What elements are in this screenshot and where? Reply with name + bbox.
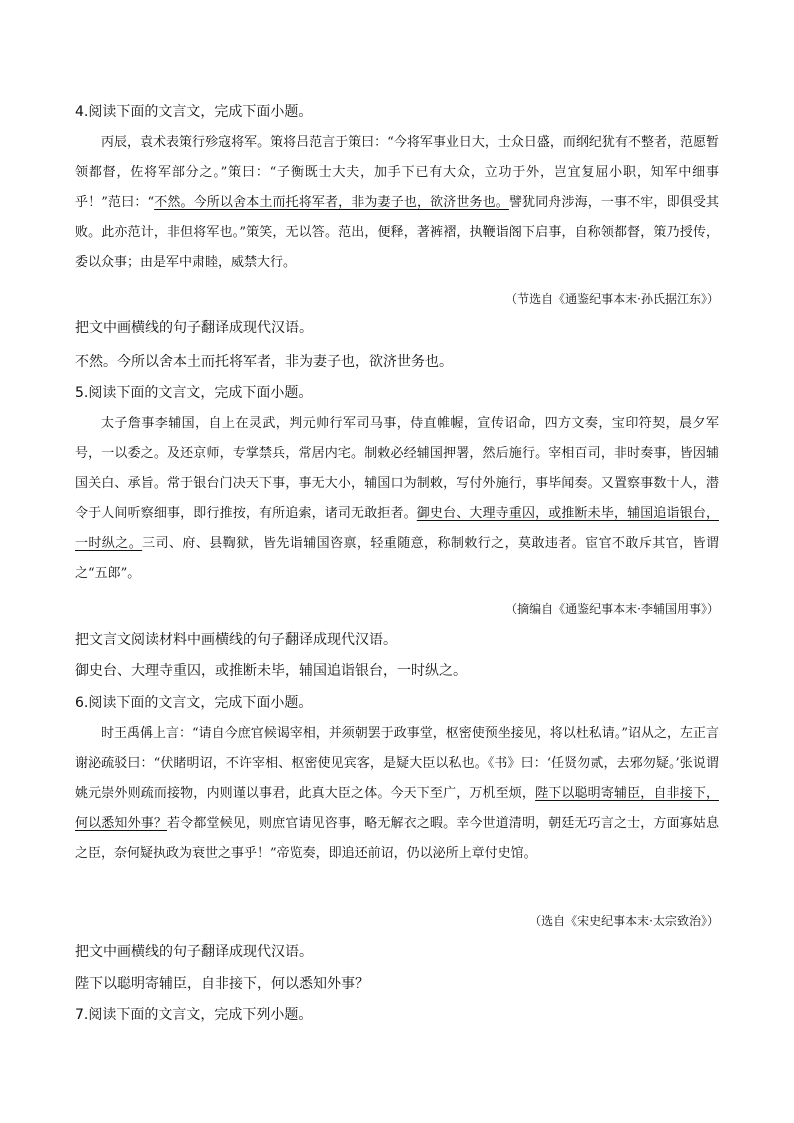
question-5-passage-text-post: 三司、府、县鞫狱，皆先诣辅国咨禀，轻重随意，称制敕行之，莫敢违者。宦官不敢斥其官，皆谓之“五郎”。 <box>75 536 719 581</box>
question-6-passage <box>75 719 719 869</box>
question-6-header: 6.阅读下面的文言文，完成下面小题。 <box>75 695 313 711</box>
question-6-passage-text-post: 若令都堂候见，则庶官请见咨事，略无解衣之暇。幸今世道清明，朝廷无巧言之士，方面寡姑息之臣，奈何疑执政为衰世之事乎！”帝览奏，即追还前诏，仍以泌所上章付史馆。 <box>75 816 719 861</box>
question-6-task: 把文中画横线的句子翻译成现代汉语。 <box>75 944 313 960</box>
question-5-answer: 御史台、大理寺重囚，或推断未毕，辅国追诣银台，一时纵之。 <box>75 663 467 679</box>
question-5-header: 5.阅读下面的文言文，完成下面小题。 <box>75 385 313 401</box>
question-5-task: 把文言文阅读材料中画横线的句子翻译成现代汉语。 <box>75 632 397 648</box>
question-6-passage-text-pre: 时王禹偁上言：“请自今庶官候谒宰相，并须朝罢于政事堂，枢密使预坐接见，将以杜私请。”诏从之，左正言谢泌疏驳曰：“伏睹明诏，不许宰相、枢密使见宾客，是疑大臣以私也。《书》曰：‘任贤勿贰，去邪勿疑。’张说谓姚元崇外则疏而接物，内则谨以事君，此真大臣之体。今天下至广，万机至烦， <box>75 726 719 801</box>
question-4-passage-text-pre: 丙辰，袁术表策行殄寇将军。策将吕范言于策曰：“今将军事业日大，士众日盛，而纲纪犹有不整者，范愿暂领都督，佐将军部分之。”策曰：“子衡既士大夫，加手下已有大众，立功于外，岂宜复屈小职，知军中细事乎！”范曰：“ <box>75 135 719 210</box>
question-5-passage-text-pre: 太子詹事李辅国，自上在灵武，判元帅行军司马事，侍直帷幄，宣传诏命，四方文奏，宝印符契，晨夕军号，一以委之。及还京师，专掌禁兵，常居内宅。制敕必经辅国押署，然后施行。宰相百司，非时奏事，皆因辅国关白、承旨。常于银台门决天下事，事无大小，辅国口为制敕，写付外施行，事毕闻奏。又置察事数十人，潜令于人间听察细事，即行推按，有所追索，诸司无敢拒者。 <box>75 416 719 521</box>
question-6-underlined-sentence: 陛下以聪明寄辅臣，自非接下，何以悉知外事？ <box>75 786 719 831</box>
question-5-source: （摘编自《通鉴纪事本末·李辅国用事》） <box>505 602 719 616</box>
question-4-answer: 不然。今所以舍本土而托将军者，非为妻子也，欲济世务也。 <box>75 354 453 370</box>
question-4-underlined-sentence: 不然。今所以舍本土而托将军者，非为妻子也，欲济世务也。 <box>154 195 509 210</box>
question-6-source: （选自《宋史纪事本末·太宗致治》） <box>529 914 719 928</box>
question-6-answer: 陛下以聪明寄辅臣，自非接下，何以悉知外事？ <box>75 976 369 992</box>
question-4-passage-text-post: 譬犹同舟涉海，一事不牢，即俱受其败。此亦范计，非但将军也。”策笑，无以答。范出，便释，著裤褶，执鞭诣阁下启事，自称领都督，策乃授传，委以众事；由是军中肃睦，威禁大行。 <box>75 195 719 270</box>
question-4-source: （节选自《通鉴纪事本末·孙氏据江东》） <box>505 292 719 306</box>
question-4-passage <box>75 128 719 278</box>
question-5-passage <box>75 409 719 589</box>
question-4-header: 4.阅读下面的文言文，完成下面小题。 <box>75 104 313 120</box>
question-4-task: 把文中画横线的句子翻译成现代汉语。 <box>75 320 313 336</box>
question-5-underlined-sentence: 御史台、大理寺重囚，或推断未毕，辅国追诣银台，一时纵之。 <box>75 506 719 551</box>
question-7-header: 7.阅读下面的文言文，完成下列小题。 <box>75 1007 313 1023</box>
